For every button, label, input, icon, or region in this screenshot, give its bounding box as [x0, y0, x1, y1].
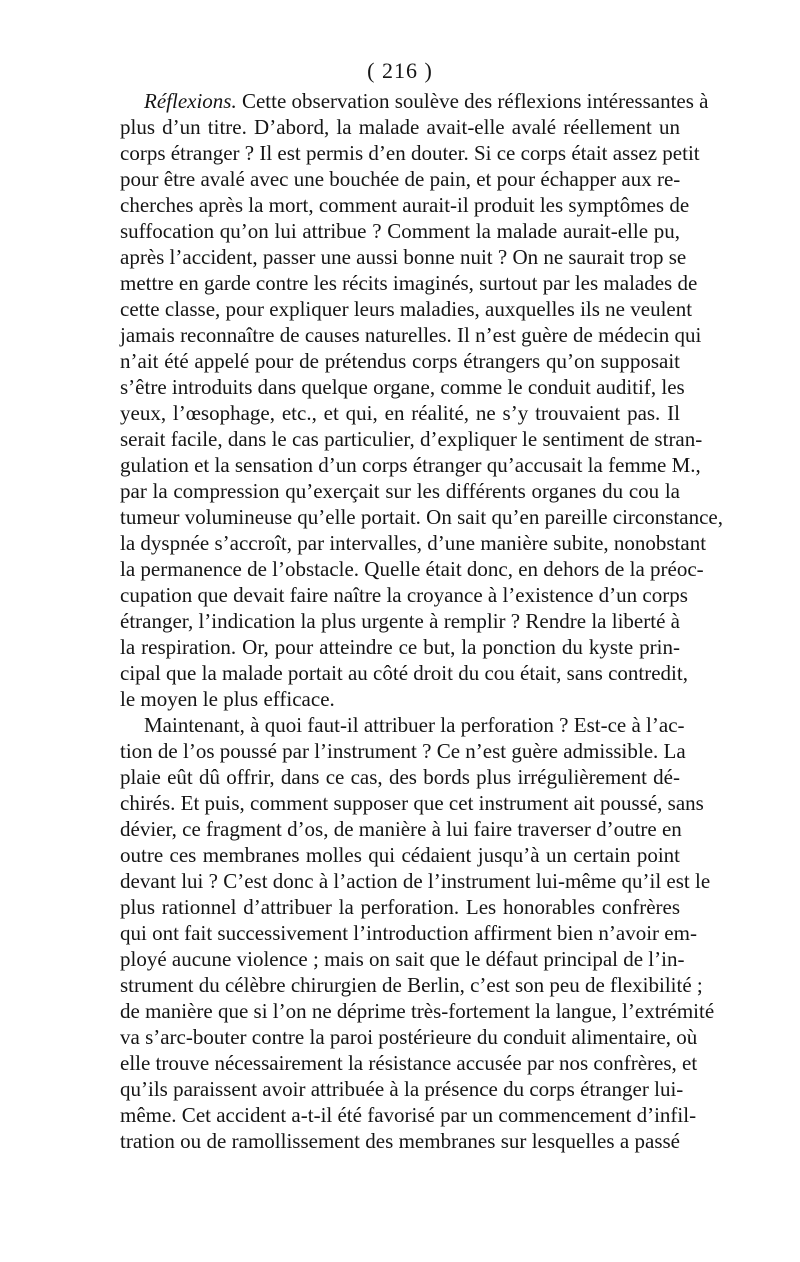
text-line: par la compression qu’exerçait sur les différents organes du cou la [120, 479, 680, 503]
section-lead: Réflexions. [144, 89, 237, 113]
text-line: cherches après la mort, comment aurait-il produit les symptômes de [120, 193, 690, 217]
text-line-content: Cette observation soulève des réflexions intéressantes à [241, 89, 709, 113]
text-line: tration ou de ramollissement des membranes sur lesquelles a passé [120, 1129, 680, 1153]
text-line: mettre en garde contre les récits imaginés, surtout par les malades de [120, 271, 698, 295]
text-line: pour être avalé avec une bouchée de pain, et pour échapper aux re- [120, 167, 681, 191]
text-line: qui ont fait successivement l’introduction affirment bien n’avoir em- [120, 921, 697, 945]
text-line: strument du célèbre chirurgien de Berlin, c’est son peu de flexibilité ; [120, 973, 703, 997]
text-line: la dyspnée s’accroît, par intervalles, d’une manière subite, nonobstant [120, 531, 707, 555]
text-line: de manière que si l’on ne déprime très-fortement la langue, l’extrémité [120, 999, 715, 1023]
text-line: plus d’un titre. D’abord, la malade avait-elle avalé réellement un [120, 115, 680, 139]
text-line: plus rationnel d’attribuer la perforation. Les honorables confrères [120, 895, 680, 919]
text-line: corps étranger ? Il est permis d’en douter. Si ce corps était assez petit [120, 141, 700, 165]
text-line: cette classe, pour expliquer leurs maladies, auxquelles ils ne veulent [120, 297, 693, 321]
text-line: tion de l’os poussé par l’instrument ? Ce n’est guère admissible. La [120, 739, 686, 763]
text-line: outre ces membranes molles qui cédaient jusqu’à un certain point [120, 843, 680, 867]
text-line: gulation et la sensation d’un corps étranger qu’accusait la femme M., [120, 453, 701, 477]
text-line: tumeur volumineuse qu’elle portait. On sait qu’en pareille circonstance, [120, 505, 723, 529]
text-line: yeux, l’œsophage, etc., et qui, en réalité, ne s’y trouvaient pas. Il [120, 401, 680, 425]
text-line: après l’accident, passer une aussi bonne nuit ? On ne saurait trop se [120, 245, 687, 269]
text-line: elle trouve nécessairement la résistance accusée par nos confrères, et [120, 1051, 698, 1075]
text-line: n’ait été appelé pour de prétendus corps étrangers qu’on supposait [120, 349, 680, 373]
text-line: jamais reconnaître de causes naturelles. Il n’est guère de médecin qui [120, 323, 702, 347]
text-line: la permanence de l’obstacle. Quelle était donc, en dehors de la préoc- [120, 557, 704, 581]
text-line: s’être introduits dans quelque organe, comme le conduit auditif, les [120, 375, 685, 399]
text-line: suffocation qu’on lui attribue ? Comment la malade aurait-elle pu, [120, 219, 680, 243]
text-line [120, 88, 709, 114]
text-line: dévier, ce fragment d’os, de manière à lui faire traverser d’outre en [120, 817, 682, 841]
text-line: étranger, l’indication la plus urgente à remplir ? Rendre la liberté à [120, 609, 680, 633]
text-line: ployé aucune violence ; mais on sait que le défaut principal de l’in- [120, 947, 685, 971]
text-line: chirés. Et puis, comment supposer que cet instrument ait poussé, sans [120, 791, 704, 815]
text-line: Maintenant, à quoi faut-il attribuer la perforation ? Est-ce à l’ac- [144, 713, 685, 737]
book-page [120, 56, 723, 1154]
text-line: cipal que la malade portait au côté droit du cou était, sans contredit, [120, 661, 688, 685]
text-line: même. Cet accident a-t-il été favorisé par un commencement d’infil- [120, 1103, 697, 1127]
text-line: la respiration. Or, pour atteindre ce but, la ponction du kyste prin- [120, 635, 680, 659]
text-line: plaie eût dû offrir, dans ce cas, des bords plus irrégulièrement dé- [120, 765, 680, 789]
text-line: qu’ils paraissent avoir attribuée à la présence du corps étranger lui- [120, 1077, 684, 1101]
paragraph-maintenant [120, 712, 715, 1154]
text-line: devant lui ? C’est donc à l’action de l’instrument lui-même qu’il est le [120, 869, 711, 893]
text-line: va s’arc-bouter contre la paroi postérieure du conduit alimentaire, où [120, 1025, 698, 1049]
paragraph-reflexions [120, 88, 723, 712]
page-number: ( 216 ) [367, 58, 433, 83]
text-line: serait facile, dans le cas particulier, d’expliquer le sentiment de stran- [120, 427, 703, 451]
text-line: le moyen le plus efficace. [120, 687, 335, 711]
text-line: cupation que devait faire naître la croyance à l’existence d’un corps [120, 583, 688, 607]
